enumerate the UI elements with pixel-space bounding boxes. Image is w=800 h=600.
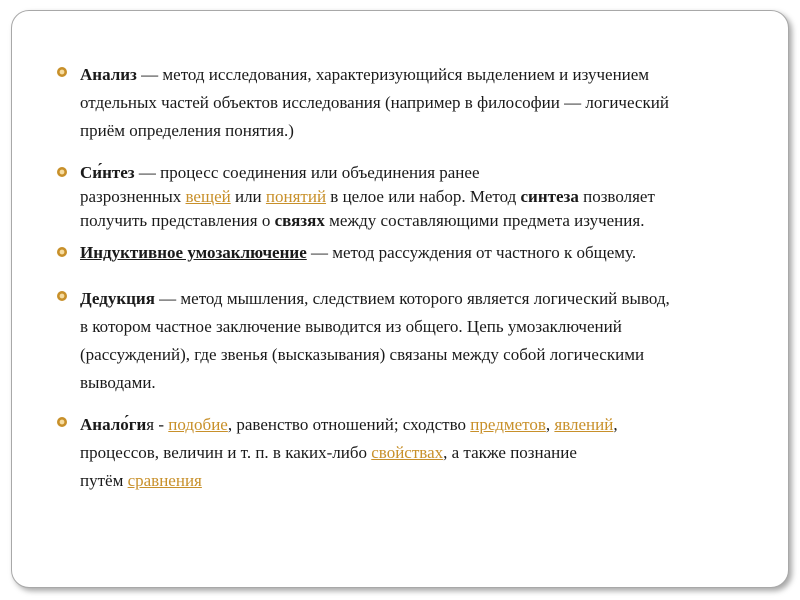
synthesis-line-2-pre: разрозненных: [80, 187, 186, 206]
deduction-line-1: — метод мышления, следствием которого является логический вывод,: [154, 289, 670, 308]
analogy-line-1-mid: , равенство отношений; сходство: [227, 415, 471, 434]
analogy-line-2-pre: процессов, величин и т. п. в каких-либо: [80, 443, 372, 462]
induction-text: — метод рассуждения от частного к общему.: [306, 243, 637, 262]
analysis-line-1: — метод исследования, характеризующийся выделением и изучением: [136, 65, 650, 84]
deduction-line-3: (рассуждений), где звенья (высказывания) связаны между собой логическими: [80, 345, 645, 364]
analogy-line-1-pre: -: [154, 415, 169, 434]
link-things[interactable]: вещей: [185, 187, 231, 206]
slide: [11, 10, 789, 588]
term-synthesis: Си́нтез: [80, 163, 135, 182]
synthesis-line-1: — процесс соединения или объединения ранее: [134, 163, 480, 182]
bullet-icon: [56, 246, 68, 258]
analysis-line-2: отдельных частей объектов исследования (например в философии — логический: [80, 93, 669, 112]
analogy-line-3-pre: путём: [80, 471, 128, 490]
deduction-line-2: в котором частное заключение выводится из общего. Цепь умозаключений: [80, 317, 622, 336]
term-deduction: Дедукция: [80, 289, 155, 308]
term-induction: Индуктивное умозаключение: [80, 243, 307, 262]
link-phenomena[interactable]: явлений: [554, 415, 614, 434]
analogy-comma-1: ,: [545, 415, 555, 434]
analogy-comma-2: ,: [613, 415, 618, 434]
synthesis-line-3-post: между составляющими предмета изучения.: [324, 211, 645, 230]
link-objects[interactable]: предметов: [470, 415, 546, 434]
link-properties[interactable]: свойствах: [371, 443, 444, 462]
bold-links: связях: [274, 211, 325, 230]
list-item-deduction: [80, 285, 780, 397]
deduction-line-4: выводами.: [80, 373, 156, 392]
link-concepts[interactable]: понятий: [265, 187, 327, 206]
list-item-analogy: [80, 411, 780, 495]
synthesis-line-2-post: в целое или набор. Метод: [326, 187, 521, 206]
bold-synthesis: синтеза: [520, 187, 579, 206]
synthesis-line-2-mid: или: [230, 187, 266, 206]
synthesis-line-3-pre: получить представления о: [80, 211, 275, 230]
list-item-induction: [80, 241, 780, 265]
term-analogy: Анало́ги: [80, 415, 147, 434]
link-likeness[interactable]: подобие: [168, 415, 228, 434]
synthesis-line-2-end: позволяет: [578, 187, 655, 206]
bullet-icon: [56, 166, 68, 178]
bullet-icon: [56, 416, 68, 428]
analogy-line-2-post: , а также познание: [443, 443, 577, 462]
analysis-line-3: приём определения понятия.): [80, 121, 294, 140]
term-analogy-suffix: я: [146, 415, 155, 434]
list-item-analysis: [80, 61, 780, 145]
link-comparison[interactable]: сравнения: [127, 471, 202, 490]
list-item-synthesis: [80, 161, 780, 233]
bullet-icon: [56, 66, 68, 78]
term-analysis: Анализ: [80, 65, 137, 84]
bullet-icon: [56, 290, 68, 302]
